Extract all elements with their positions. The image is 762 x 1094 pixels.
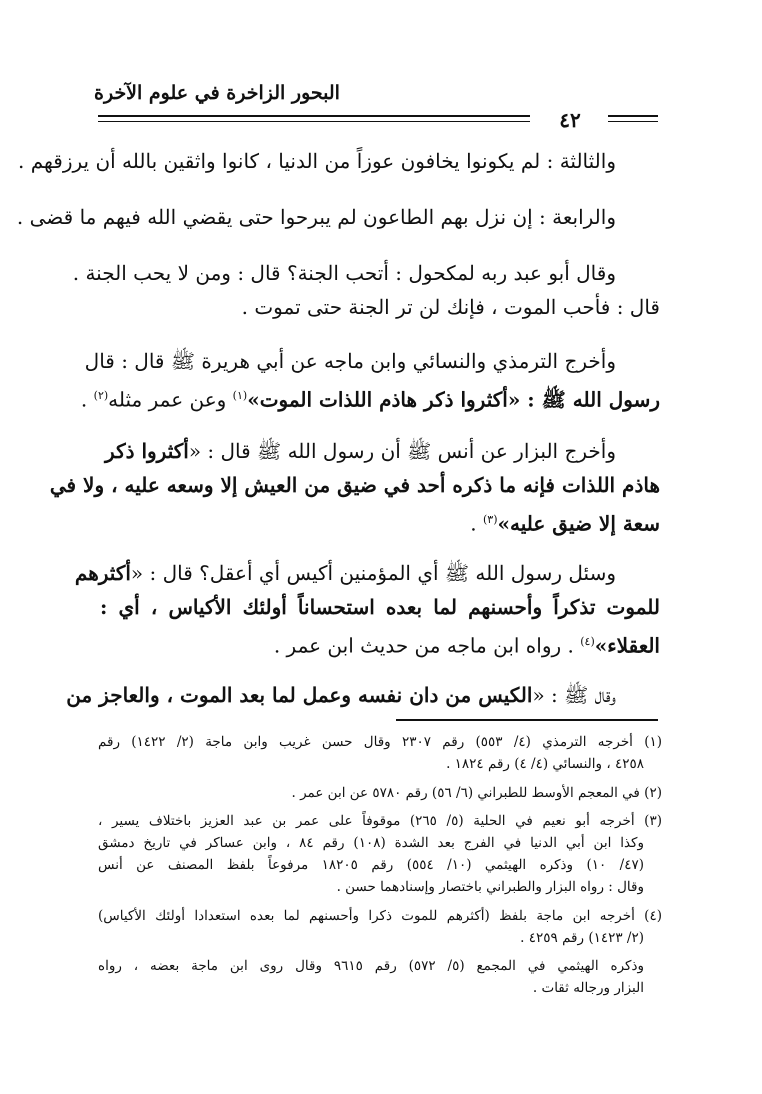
footnote-ref-1: (١) <box>232 389 248 402</box>
source-note: . رواه ابن ماجه من حديث ابن عمر . <box>273 633 581 658</box>
paragraph-akyas-line-3 <box>100 618 660 658</box>
footnotes <box>98 732 662 1032</box>
footnote-ref-2: (٢) <box>93 389 109 402</box>
footnote-3-line-1: (٣) أخرجه أبو نعيم في الحلية (٥/ ٢٦٥) موقوفاً على عمر بن عبد العزيز باختلاف يسير ، <box>98 813 662 829</box>
narration-intro: وأخرج البزار عن أنس ﷺ أن رسول الله ﷺ قال : « <box>188 439 616 463</box>
period: . <box>80 387 94 412</box>
footnote-3-line-3: (٤٧/ ١٠) وذكره الهيثمي (١٠/ ٥٥٤) رقم ١٨٢٠٥ مرفوعاً بلفظ المصنف عن أنس <box>98 857 645 873</box>
footnote-3-line-4: وقال : رواه البزار والطبراني باختصار وإسنادهما حسن . <box>336 879 644 895</box>
footnote-3-line-2: وكذا ابن أبي الدنيا في الفرج بعد الشدة (١٠٨) رقم ٨٤ ، وابن عساكر في تاريخ دمشق <box>98 835 644 851</box>
period: . <box>470 511 483 536</box>
paragraph-third: والثالثة : لم يكونوا يخافون عوزاً من الدنيا ، كانوا واثقين بالله أن يرزقهم . <box>18 149 616 173</box>
page-number-rule-top <box>608 115 658 117</box>
hadith-text: رسول الله ﷺ : «أكثروا ذكر هاذم اللذات الموت» <box>247 387 660 412</box>
footnote-4-line-1: (٤) أخرجه ابن ماجة بلفظ (أكثرهم للموت ذكرا وأحسنهم لما بعده استعدادا أولئك الأكياس) <box>98 908 662 924</box>
footnote-2-line-1: (٢) في المعجم الأوسط للطبراني (٦/ ٥٦) رقم ٥٧٨٠ عن ابن عمر . <box>291 785 662 801</box>
narration-note: وعن عمر مثله <box>108 387 233 412</box>
paragraph-bazzar-line-2: هاذم اللذات فإنه ما ذكره أحد في ضيق من العيش إلا وسعه عليه ، ولا في <box>49 473 660 497</box>
hadith-end: سعة إلا ضيق عليه» <box>497 511 660 536</box>
page-number-rule-bottom <box>608 121 658 122</box>
header-rule-bottom <box>98 121 530 122</box>
footnote-ref-3: (٣) <box>482 513 498 526</box>
paragraph-makhul-line-1: وقال أبو عبد ربه لمكحول : أتحب الجنة؟ قال : ومن لا يحب الجنة . <box>72 261 616 285</box>
paragraph-makhul-line-2: قال : فأحب الموت ، فإنك لن تر الجنة حتى تموت . <box>241 295 660 319</box>
footnote-separator <box>396 719 658 721</box>
footnote-4-line-2: (٢/ ١٤٢٣) رقم ٤٢٥٩ . <box>520 930 644 946</box>
hadith-end: العقلاء» <box>594 633 660 658</box>
footnote-1-line-1: (١) أخرجه الترمذي (٤/ ٥٥٣) رقم ٢٣٠٧ وقال حسن غريب وابن ماجة (٢/ ١٤٢٢) رقم <box>98 734 663 750</box>
hadith-start: أكثرهم <box>74 561 131 585</box>
narration-intro: وقال ﷺ : « <box>532 683 616 707</box>
footnote-ref-4: (٤) <box>580 635 595 648</box>
main-text <box>16 138 660 708</box>
running-header-title: البحور الزاخرة في علوم الآخرة <box>94 82 340 104</box>
question-text: وسئل رسول الله ﷺ أي المؤمنين أكيس أي أعقل؟ قال : « <box>130 561 616 585</box>
paragraph-akyas-line-2: للموت تذكراً وأحسنهم لما بعده استحساناً أولئك الأكياس ، أي : <box>100 595 660 619</box>
paragraph-fourth: والرابعة : إن نزل بهم الطاعون لم يبرحوا حتى يقضي الله فيهم ما قضى . <box>16 205 616 229</box>
hadith-text: الكيس من دان نفسه وعمل لما بعد الموت ، والعاجز من <box>66 683 533 707</box>
paragraph-kayyis <box>66 672 660 712</box>
paragraph-tirmidhi-line-1: وأخرج الترمذي والنسائي وابن ماجه عن أبي هريرة ﷺ قال : قال <box>84 349 616 373</box>
page-number: ٤٢ <box>559 108 581 132</box>
paragraph-tirmidhi-line-2 <box>80 372 660 412</box>
header-rule-top <box>98 115 530 117</box>
footnote-1-line-2: ٤٢٥٨ ، والنسائي (٤/ ٤) رقم ١٨٢٤ . <box>446 756 644 772</box>
hadith-start: أكثروا ذكر <box>105 439 189 463</box>
footnote-4-line-3: وذكره الهيثمي في المجمع (٥/ ٥٧٢) رقم ٩٦١٥ وقال روى ابن ماجة بعضه ، رواه <box>98 958 645 974</box>
paragraph-bazzar-line-3 <box>100 496 660 536</box>
footnote-4-line-4: البزار ورجاله ثقات . <box>532 980 644 996</box>
